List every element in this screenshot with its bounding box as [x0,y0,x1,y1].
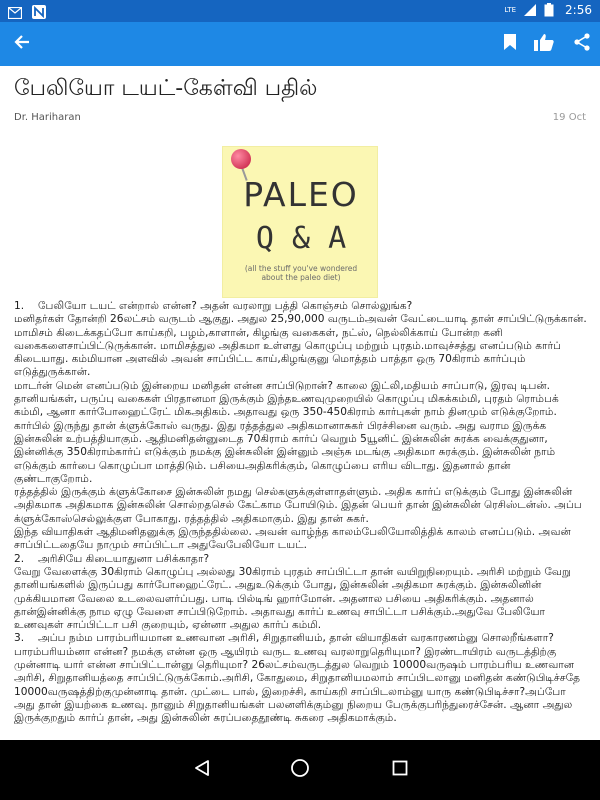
app-bar [0,22,600,66]
question-1 [14,300,588,313]
lte-icon: LTE [504,6,517,14]
paragraph: வேறு வேளைக்கு 30கிராம் கொழுப்பு அல்லது 30கிராம் புரதம் சாப்பிட்டா தான் வயிறுநிறையும். அரிசி மற்றும் வேறு தானியங்களில் இருப்பது கார்போஹைட்ரேட். அதுஉடுக்கும் போது, இன்சுலின் அதிகமா சுரக்கும். இன்சுலினின் முக்கியமான வேலை உடலைவளர்ப்பது. பாடி பில்டிங் ஹார்மோன். அதனால பசியை அதிகரிக்கும். அதனால் தான்இன்னிக்கு நாம ஏழு வேளை சாப்பிடுறோம். அதாவது கார்ப் உணவு சாபிட்டா பசிக்கும்.அதுவே பேலியோ உணவுகள் சாப்பிட்டா பசி குறையும், ஏன்னா அதுல கார்ப் கம்மி. [14,565,571,632]
nav-back-button[interactable] [190,758,214,782]
thumbs-up-icon [534,33,554,55]
back-arrow-icon [13,33,31,55]
back-button[interactable] [10,32,34,56]
image-caption: (all the stuff you've wondered about the paleo diet) [244,264,358,282]
nav-recent-icon [392,760,408,780]
question-text: அப்ப நம்ம பாரம்பரியமான உணவான அரிசி, சிறுதானியம், தான் வியாதிகள் வரகாரணம்னு சொலறீங்களா? [38,632,554,645]
like-button[interactable] [532,32,556,56]
status-time: 2:56 [565,3,592,17]
article-meta [14,112,586,123]
nav-back-icon [193,759,211,781]
paragraph: ரத்தத்தில் இருக்கும் க்ளுக்கோசை இன்சுலின் நமது செல்களுக்குள்ளாதள்ளும். அதிக கார்ப் எடுக்கும் போது இன்சுலின் அதிகமாக அதிகமாக இன்சுலின் சொல்றதசெல் கேட்காம போயிடும். இதன் பெயர் தான் இன்சுலின் ரெசிஸ்டன்ஸ். அப்ப க்ளுக்கோஸ்செல்லுக்குள போகாது. ரத்தத்தில் அதிகமாகும். இது தான் சுகர். [14,486,582,525]
gmail-icon [8,4,22,18]
notification-n-icon [32,4,46,18]
article-content[interactable] [0,66,600,740]
paragraph: பாரம்பரியம்னா என்ன? நமக்கு என்ன ஒரு ஆயிரம் வருட உணவு வரலாறுதெரியுமா? இரண்டாயிரம் வருடத்திற்கு முன்னாடி யார் என்ன சாப்பிட்டான்னு தெரியுமா? 26லட்சம்வருடத்துல வெறும் 10000வருஷம் பாரம்பரிய உணவான அரிசி, சிறுதானியத்தை சாப்பிட்டுருக்கோம்.அரிசி, கோதுமை, சிறுதானியமலாம் சாப்பிடலானு மனிதன் கண்டுபிடிச்சதே 10000வருஷத்திற்குமுன்னாடி தான். முட்டை பால், இறைச்சி, காய்கறி சாப்பிடலாம்னு யாரு கண்டுபிடிச்சா?அப்போ அது தான் இயற்கை உணவு. நானும் சிறுதானியங்கள் பலனளிக்கும்னு நிறைய பேருக்குபரிந்துரைச்சேன். ஆனா அதுல இருக்குறதும் கார்ப் தான், அது இன்சுலின் சுரப்பதைதூண்டி சுகரை அதிகமாக்கும். [14,645,581,725]
article-body [14,300,588,726]
question-number: 3. [14,632,25,645]
signal-icon [523,3,537,17]
question-number: 2. [14,552,25,565]
paragraph: கார்பில் இருந்து தான் க்ளுக்கோஸ் வருது. இது ரத்தத்துல அதிகமானாசுகர் பிரச்சினை வரும். அது வராம இருக்க இன்சுலின் உற்பத்தியாகும். ஆதிமனிதன்னுடைத 70கிராம் கார்ப் வெறும் 5யூனிட் இன்சுலின் சுரக்க வைக்குதுனா, இன்னிக்கு 350கிராம்கார்ப் எடுக்கும் நமக்கு இன்சுலின் இன்னும் அஞ்சு மடங்கு அதிகமா சுரக்கும். இன்சுலின் நாம் எடுக்கும் கார்பை கொழுப்பா மாத்திடும். பசியைஅதிகரிக்கும், கொழுப்பை எரிய விடாது. இதனால் தான் குண்டாகுறோம். [14,419,556,485]
share-button[interactable] [570,32,594,56]
paleo-qa-image [222,146,378,298]
battery-icon [544,3,558,17]
article-title: பேலியோ டயட்-கேள்வி பதில் [14,76,318,101]
question-text: பேலியோ டயட் என்றால் என்ன? அதன் வரலாறு பத்தி கொஞ்சம் சொல்லுங்க? [38,300,413,312]
status-bar [0,0,600,22]
nav-home-icon [290,758,310,782]
paragraph: மனிதர்கள் தோன்றி 26லட்சம் வருடம் ஆகுது. அதுல 25,90,000 வருடம்அவன் வேட்டையாடி தான் சாப்பிட்டுருக்கான். மாமிசம் கிடைக்கதப்போ காய்கறி, பழம்,காளான், கிழங்கு வகைகள், நட்ஸ், நெல்லிக்காய் போன்ற கனி வகைகளைசாப்பிட்டுருக்கான். மாமிசத்துல அதிகமா உள்ளது கொழுப்பு மற்றும் புரதம்.மாவுச்சத்து எனப்படும் கார்ப் கிடையாது. கம்மியான அளவில் அவன் சாப்பிட்ட காய்,கிழங்குனு மொத்தம் பாத்தா ஒரு 70கிராம் கார்ப்பும் எடுத்துருக்கான். [14,313,587,379]
question-2 [14,553,588,566]
bookmark-button[interactable] [498,32,522,56]
push-pin-icon [231,149,251,169]
image-title-qa: Q & A [255,221,347,256]
bookmark-icon [503,33,517,55]
question-number: 1. [14,300,25,312]
share-icon [573,33,591,55]
question-3 [14,632,588,645]
navigation-bar [0,740,600,800]
nav-home-button[interactable] [288,758,312,782]
article-date: 19 Oct [552,112,586,123]
paragraph: மாடர்ன் மென் எனப்படும் இன்றைய மனிதன் என்ன சாப்பிடுறான்? காலை இட்லி,மதியம் சாப்பாடு, இரவு டிபன். தானியங்கள், பருப்பு வகைகள் பிரதானமா இருக்கும் இந்தஉணவுமுறையில் கொழுப்பு மிகக்கம்மி, புரதம் ரொம்பக் கம்மி, ஆனா கார்போஹைட்ரேட் மிகஅதிகம். அதாவது ஒரு 350-450கிராம் கார்புகள் நாம் தினமும் எடுக்குறோம். [14,379,559,419]
nav-recent-button[interactable] [388,758,412,782]
question-text: அரிசியே கிடையாதுனா பசிக்காதா? [38,552,210,565]
paragraph: இந்த வியாதிகள் ஆதிமனிதனுக்கு இருந்ததில்லை. அவன் வாழ்ந்த காலம்பேலியோலித்திக் காலம் எனப்படும். அவன் சாப்பிட்டதையே நாமும் சாப்பிட்டா அதுவேபேலியோ டயட். [14,526,571,552]
article-author[interactable]: Dr. Hariharan [14,112,81,123]
image-title-paleo: PALEO [243,175,359,214]
